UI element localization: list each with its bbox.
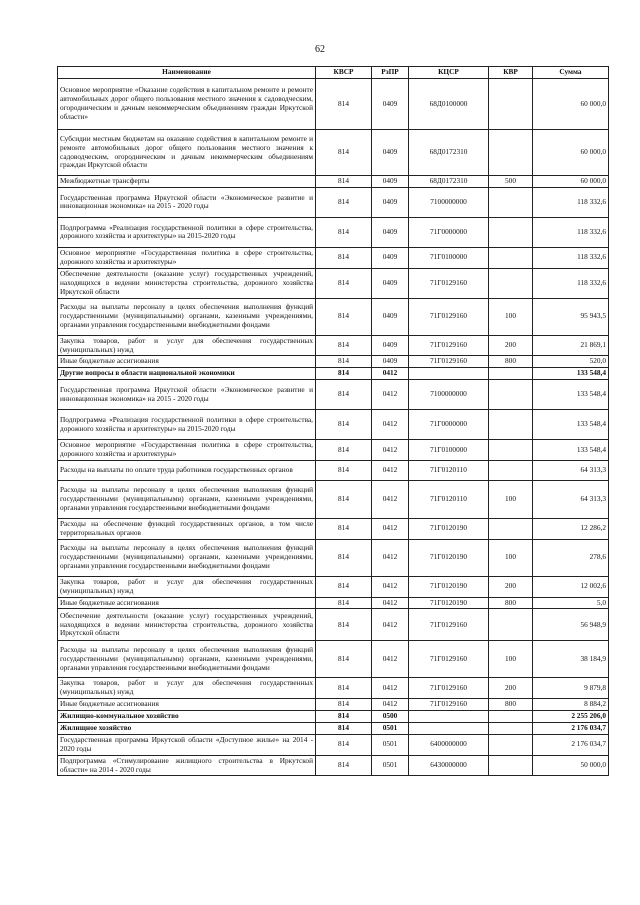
cell-rzpr: 0409 [372, 298, 409, 335]
cell-sum: 60 000,0 [533, 79, 609, 130]
cell-rzpr: 0412 [372, 368, 409, 380]
cell-sum: 60 000,0 [533, 176, 609, 188]
cell-kvr [489, 268, 533, 298]
header-kvsr: КВСР [316, 67, 372, 79]
table-row [58, 79, 609, 130]
cell-rzpr: 0409 [372, 247, 409, 268]
cell-name: Закупка товаров, работ и услуг для обеспечения государственных (муниципальных) нужд [58, 576, 316, 597]
cell-kcsr: 71Г0129160 [409, 268, 489, 298]
cell-kvr: 800 [489, 597, 533, 609]
cell-sum: 520,0 [533, 356, 609, 368]
cell-kvsr: 814 [316, 734, 372, 755]
cell-rzpr: 0412 [372, 678, 409, 699]
cell-name: Основное мероприятие «Оказание содействия в капитальном ремонте и ремонте автомобильных дорог общего пользования местного значения к садоводческим, огородническим и дачным некоммерческим объединениям граждан Иркутской области» [58, 79, 316, 130]
cell-kvsr: 814 [316, 79, 372, 130]
page-number: 62 [315, 44, 325, 55]
cell-name: Расходы на выплаты персоналу в целях обеспечения выполнения функций государственными (муниципальными) органами, казенными учреждениями, органами управления государственными внебюджетными фондами [58, 539, 316, 576]
cell-kvsr: 814 [316, 440, 372, 461]
cell-kcsr: 7100000000 [409, 380, 489, 410]
cell-name: Расходы на выплаты персоналу в целях обеспечения выполнения функций государственными (муниципальными) органами, казенными учреждениями, органами управления государственными внебюджетными фондами [58, 481, 316, 519]
cell-kvsr: 814 [316, 356, 372, 368]
cell-kvr: 100 [489, 481, 533, 519]
cell-rzpr: 0409 [372, 79, 409, 130]
cell-kvsr: 814 [316, 609, 372, 641]
cell-rzpr: 0412 [372, 519, 409, 540]
cell-kcsr: 71Г0000000 [409, 217, 489, 247]
cell-kcsr: 7100000000 [409, 187, 489, 217]
cell-kvr [489, 187, 533, 217]
cell-kvr [489, 711, 533, 723]
cell-kcsr: 71Г0129160 [409, 641, 489, 678]
cell-rzpr: 0409 [372, 187, 409, 217]
table-row [58, 247, 609, 268]
cell-sum: 118 332,6 [533, 217, 609, 247]
cell-kvr: 200 [489, 576, 533, 597]
cell-kvsr: 814 [316, 247, 372, 268]
cell-kvr [489, 130, 533, 176]
table-row [58, 711, 609, 723]
table-row [58, 461, 609, 481]
cell-kvsr: 814 [316, 410, 372, 440]
table-header-row [58, 67, 609, 79]
cell-kvsr: 814 [316, 368, 372, 380]
cell-sum: 5,0 [533, 597, 609, 609]
cell-kvr: 200 [489, 678, 533, 699]
cell-kcsr: 71Г0120190 [409, 597, 489, 609]
cell-sum: 9 879,8 [533, 678, 609, 699]
cell-rzpr: 0412 [372, 410, 409, 440]
cell-kvsr: 814 [316, 380, 372, 410]
cell-rzpr: 0412 [372, 380, 409, 410]
cell-name: Подпрограмма «Реализация государственной политики в сфере строительства, дорожного хозяйства и архитектуры» на 2015-2020 годы [58, 410, 316, 440]
cell-sum: 2 176 034,7 [533, 723, 609, 735]
cell-name: Расходы на выплаты персоналу в целях обеспечения выполнения функций государственными (муниципальными) органами, казенными учреждениями, органами управления государственными внебюджетными фондами [58, 641, 316, 678]
cell-kvsr: 814 [316, 519, 372, 540]
cell-sum: 50 000,0 [533, 755, 609, 776]
cell-kcsr: 71Г0120190 [409, 576, 489, 597]
cell-rzpr: 0501 [372, 734, 409, 755]
cell-rzpr: 0501 [372, 723, 409, 735]
cell-sum: 118 332,6 [533, 247, 609, 268]
header-name: Наименование [58, 67, 316, 79]
cell-kcsr: 71Г0129160 [409, 356, 489, 368]
table-row [58, 380, 609, 410]
cell-kcsr: 71Г0129160 [409, 298, 489, 335]
cell-sum: 64 313,3 [533, 481, 609, 519]
table-row [58, 597, 609, 609]
cell-kvr: 800 [489, 699, 533, 711]
cell-sum: 118 332,6 [533, 187, 609, 217]
cell-rzpr: 0412 [372, 461, 409, 481]
table-row [58, 519, 609, 540]
cell-kvsr: 814 [316, 335, 372, 356]
cell-sum: 133 548,4 [533, 380, 609, 410]
cell-kvr [489, 380, 533, 410]
cell-kcsr: 6400000000 [409, 734, 489, 755]
cell-kcsr [409, 723, 489, 735]
cell-sum: 133 548,4 [533, 440, 609, 461]
cell-name: Иные бюджетные ассигнования [58, 597, 316, 609]
cell-name: Иные бюджетные ассигнования [58, 356, 316, 368]
cell-kvr: 800 [489, 356, 533, 368]
cell-kvr [489, 440, 533, 461]
cell-name: Основное мероприятие «Государственная политика в сфере строительства, дорожного хозяйства и архитектуры» [58, 247, 316, 268]
table-row [58, 335, 609, 356]
table-row [58, 609, 609, 641]
cell-rzpr: 0501 [372, 755, 409, 776]
cell-sum: 12 286,2 [533, 519, 609, 540]
cell-kvsr: 814 [316, 723, 372, 735]
cell-kvr: 100 [489, 298, 533, 335]
cell-rzpr: 0412 [372, 609, 409, 641]
cell-name: Расходы на обеспечение функций государственных органов, в том числе территориальных органов [58, 519, 316, 540]
cell-sum: 60 000,0 [533, 130, 609, 176]
cell-kvr [489, 247, 533, 268]
table-row [58, 755, 609, 776]
header-kcsr: КЦСР [409, 67, 489, 79]
cell-rzpr: 0412 [372, 440, 409, 461]
cell-sum: 64 313,3 [533, 461, 609, 481]
cell-name: Государственная программа Иркутской области «Экономическое развитие и инновационная экономика» на 2015 - 2020 годы [58, 187, 316, 217]
cell-kvsr: 814 [316, 678, 372, 699]
table-row [58, 130, 609, 176]
cell-kcsr: 68Д0100000 [409, 79, 489, 130]
cell-kcsr: 71Г0100000 [409, 247, 489, 268]
table-row [58, 734, 609, 755]
cell-kvsr: 814 [316, 699, 372, 711]
cell-kvr: 500 [489, 176, 533, 188]
table-row [58, 723, 609, 735]
cell-sum: 8 884,2 [533, 699, 609, 711]
cell-kcsr: 71Г0120110 [409, 481, 489, 519]
cell-sum: 2 176 034,7 [533, 734, 609, 755]
table-row [58, 356, 609, 368]
table-row [58, 699, 609, 711]
cell-kvsr: 814 [316, 268, 372, 298]
cell-kvsr: 814 [316, 755, 372, 776]
cell-name: Субсидии местным бюджетам на оказание содействия в капитальном ремонте и ремонте автомобильных дорог общего пользования местного значения к садоводческим, огородническим и дачным некоммерческим объединениям граждан Иркутской области [58, 130, 316, 176]
table-row [58, 217, 609, 247]
cell-name: Государственная программа Иркутской области «Экономическое развитие и инновационная экономика» на 2015 - 2020 годы [58, 380, 316, 410]
cell-sum: 38 184,9 [533, 641, 609, 678]
cell-rzpr: 0409 [372, 335, 409, 356]
cell-rzpr: 0412 [372, 699, 409, 711]
cell-rzpr: 0409 [372, 217, 409, 247]
cell-rzpr: 0409 [372, 176, 409, 188]
cell-rzpr: 0412 [372, 481, 409, 519]
table-row [58, 176, 609, 188]
cell-rzpr: 0412 [372, 641, 409, 678]
cell-sum: 278,6 [533, 539, 609, 576]
cell-kcsr: 71Г0129160 [409, 699, 489, 711]
table-row [58, 481, 609, 519]
cell-kcsr: 71Г0129160 [409, 678, 489, 699]
cell-kvr: 100 [489, 539, 533, 576]
cell-name: Иные бюджетные ассигнования [58, 699, 316, 711]
cell-kvsr: 814 [316, 597, 372, 609]
cell-kcsr: 71Г0129160 [409, 335, 489, 356]
table-row [58, 268, 609, 298]
cell-kvr [489, 734, 533, 755]
table-row [58, 298, 609, 335]
table-row [58, 440, 609, 461]
cell-name: Межбюджетные трансферты [58, 176, 316, 188]
cell-sum: 133 548,4 [533, 368, 609, 380]
header-sum: Сумма [533, 67, 609, 79]
cell-name: Основное мероприятие «Государственная политика в сфере строительства, дорожного хозяйства и архитектуры» [58, 440, 316, 461]
cell-name: Закупка товаров, работ и услуг для обеспечения государственных (муниципальных) нужд [58, 678, 316, 699]
cell-kcsr: 71Г0120190 [409, 519, 489, 540]
table-body [58, 79, 609, 776]
budget-table [57, 66, 609, 776]
cell-kvr: 200 [489, 335, 533, 356]
cell-kvsr: 814 [316, 176, 372, 188]
cell-kvr [489, 410, 533, 440]
cell-kvsr: 814 [316, 461, 372, 481]
cell-kcsr [409, 368, 489, 380]
cell-rzpr: 0409 [372, 356, 409, 368]
cell-rzpr: 0412 [372, 539, 409, 576]
cell-name: Жилищно-коммунальное хозяйство [58, 711, 316, 723]
cell-sum: 95 943,5 [533, 298, 609, 335]
cell-rzpr: 0409 [372, 268, 409, 298]
cell-kcsr: 6430000000 [409, 755, 489, 776]
cell-name: Жилищное хозяйство [58, 723, 316, 735]
cell-sum: 2 255 206,0 [533, 711, 609, 723]
cell-kcsr: 71Г0129160 [409, 609, 489, 641]
cell-kvsr: 814 [316, 217, 372, 247]
cell-kvsr: 814 [316, 641, 372, 678]
cell-name: Закупка товаров, работ и услуг для обеспечения государственных (муниципальных) нужд [58, 335, 316, 356]
cell-rzpr: 0500 [372, 711, 409, 723]
table-row [58, 187, 609, 217]
cell-kvr [489, 609, 533, 641]
cell-kvsr: 814 [316, 539, 372, 576]
cell-name: Подпрограмма «Стимулирование жилищного строительства в Иркутской области» на 2014 - 2020 годы [58, 755, 316, 776]
cell-kcsr: 71Г0000000 [409, 410, 489, 440]
cell-rzpr: 0409 [372, 130, 409, 176]
table-row [58, 368, 609, 380]
cell-rzpr: 0412 [372, 597, 409, 609]
cell-kvsr: 814 [316, 576, 372, 597]
cell-name: Обеспечение деятельности (оказание услуг) государственных учреждений, находящихся в ведении министерства строительства, дорожного хозяйства Иркутской области [58, 268, 316, 298]
cell-kvr [489, 79, 533, 130]
table-row [58, 539, 609, 576]
cell-rzpr: 0412 [372, 576, 409, 597]
table-row [58, 410, 609, 440]
header-kvr: КВР [489, 67, 533, 79]
header-rzpr: РзПР [372, 67, 409, 79]
cell-name: Расходы на выплаты по оплате труда работников государственных органов [58, 461, 316, 481]
cell-kcsr [409, 711, 489, 723]
table-row [58, 678, 609, 699]
cell-name: Обеспечение деятельности (оказание услуг) государственных учреждений, находящихся в ведении министерства строительства, дорожного хозяйства Иркутской области [58, 609, 316, 641]
cell-kvsr: 814 [316, 298, 372, 335]
cell-sum: 56 948,9 [533, 609, 609, 641]
cell-kvr: 100 [489, 641, 533, 678]
cell-name: Другие вопросы в области национальной экономики [58, 368, 316, 380]
table-row [58, 576, 609, 597]
cell-name: Подпрограмма «Реализация государственной политики в сфере строительства, дорожного хозяйства и архитектуры» на 2015-2020 годы [58, 217, 316, 247]
cell-kvr [489, 519, 533, 540]
cell-kcsr: 71Г0120110 [409, 461, 489, 481]
cell-kvr [489, 723, 533, 735]
cell-kcsr: 68Д0172310 [409, 130, 489, 176]
cell-sum: 12 002,6 [533, 576, 609, 597]
cell-kcsr: 71Г0100000 [409, 440, 489, 461]
cell-name: Государственная программа Иркутской области «Доступное жилье» на 2014 - 2020 годы [58, 734, 316, 755]
cell-kvsr: 814 [316, 711, 372, 723]
cell-kvsr: 814 [316, 481, 372, 519]
cell-kvsr: 814 [316, 130, 372, 176]
cell-kvr [489, 755, 533, 776]
table-row [58, 641, 609, 678]
cell-sum: 21 869,1 [533, 335, 609, 356]
cell-sum: 118 332,6 [533, 268, 609, 298]
cell-kvr [489, 368, 533, 380]
cell-kvsr: 814 [316, 187, 372, 217]
cell-kcsr: 71Г0120190 [409, 539, 489, 576]
cell-kvr [489, 217, 533, 247]
cell-sum: 133 548,4 [533, 410, 609, 440]
cell-kvr [489, 461, 533, 481]
cell-kcsr: 68Д0172310 [409, 176, 489, 188]
cell-name: Расходы на выплаты персоналу в целях обеспечения выполнения функций государственными (муниципальными) органами, казенными учреждениями, органами управления государственными внебюджетными фондами [58, 298, 316, 335]
